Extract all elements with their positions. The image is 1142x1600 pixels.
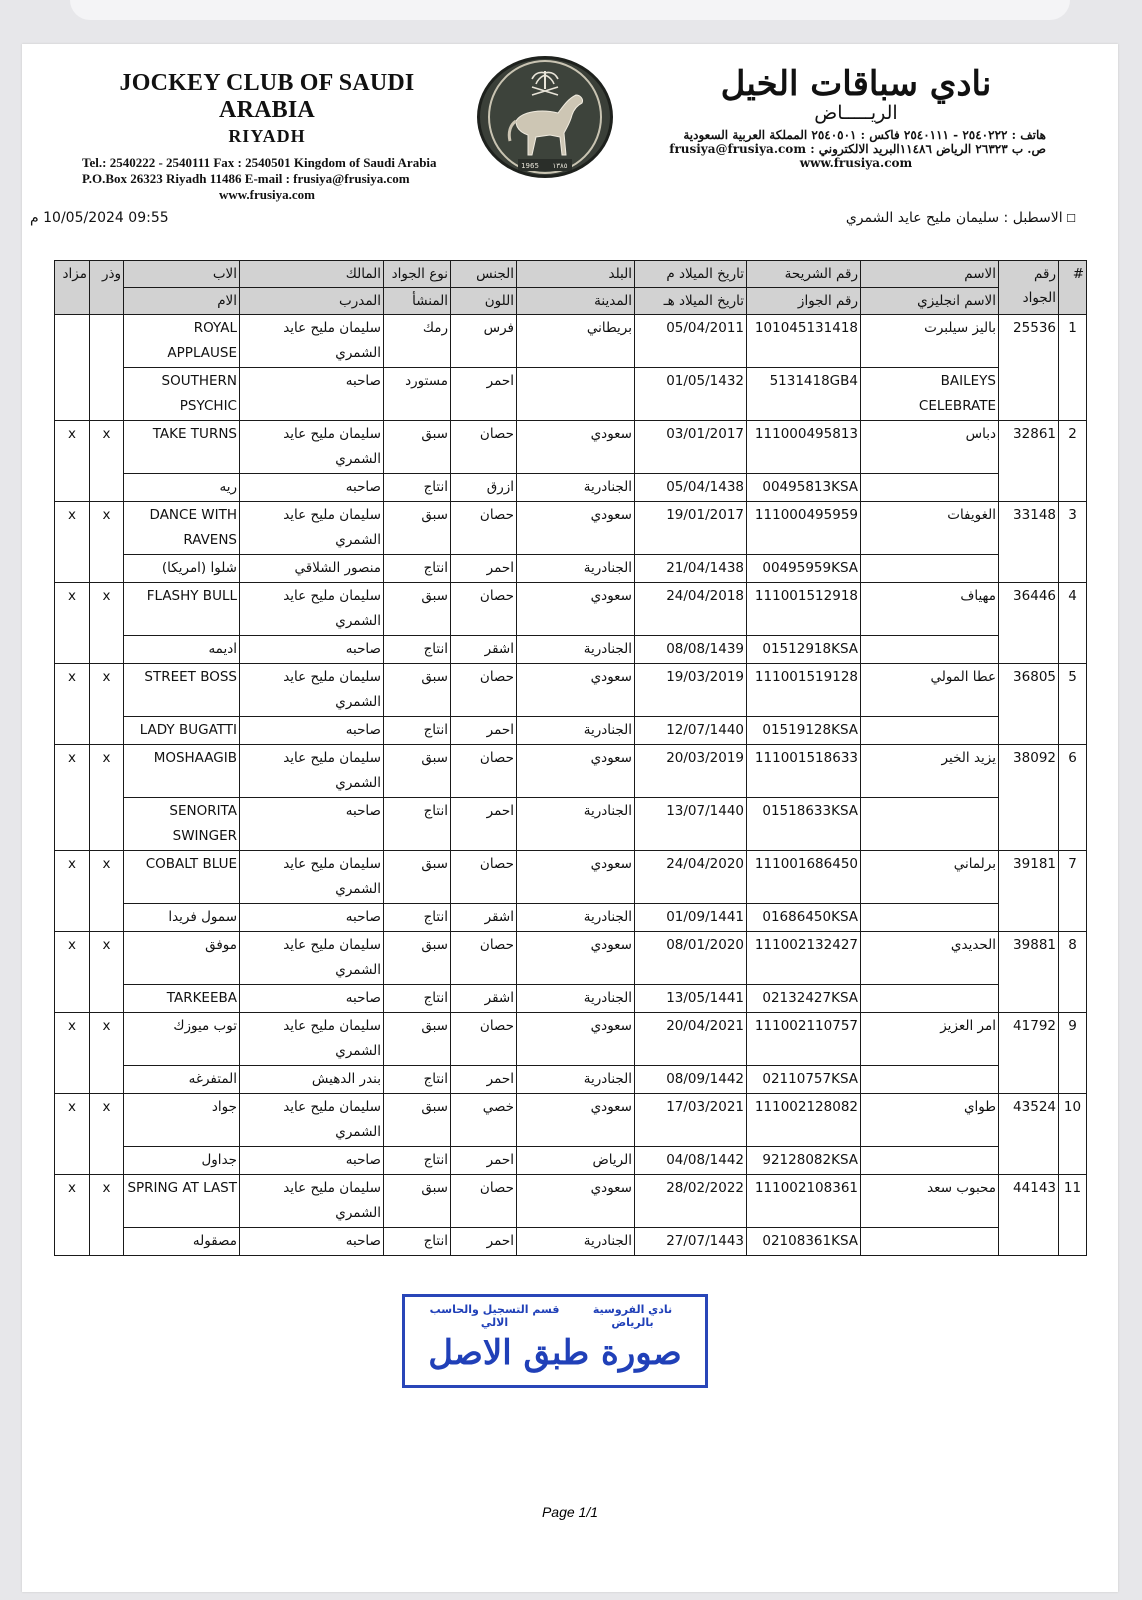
club-title-en: JOCKEY CLUB OF SAUDI ARABIA xyxy=(119,70,415,123)
cell-type: سبق xyxy=(384,1094,451,1147)
cell-name: باليز سيلبرت xyxy=(861,315,999,368)
cell-sex: فرس xyxy=(451,315,517,368)
table-row xyxy=(55,932,1087,985)
stable-name xyxy=(846,210,1076,226)
cell-dam: شلوا (امريكا) xyxy=(124,555,240,583)
cell-name-en xyxy=(861,1228,999,1256)
cell-name-en xyxy=(861,1066,999,1094)
cell-country: سعودي xyxy=(517,1094,635,1147)
cell-dam: سمول فريدا xyxy=(124,904,240,932)
cell-type: سبق xyxy=(384,745,451,798)
cell-horse-no: 25536 xyxy=(999,315,1059,421)
col-dob-h: تاريخ الميلاد هـ xyxy=(635,288,747,315)
cell-owner: سليمان مليح عايد الشمري xyxy=(240,1094,384,1147)
col-sire: الاب xyxy=(124,261,240,288)
cell-origin: مستورد xyxy=(384,368,451,421)
cell-passport: 01519128KSA xyxy=(747,717,861,745)
cell-owner: سليمان مليح عايد الشمري xyxy=(240,1013,384,1066)
cell-country: سعودي xyxy=(517,851,635,904)
col-horse-no: رقم الجواد xyxy=(999,261,1059,315)
table-row xyxy=(55,502,1087,555)
cell-country: سعودي xyxy=(517,421,635,474)
cell-stud: x xyxy=(90,1013,124,1094)
cell-stud: x xyxy=(90,583,124,664)
cell-color: ازرق xyxy=(451,474,517,502)
header-arabic xyxy=(666,64,1046,170)
col-num: # xyxy=(1059,261,1087,315)
cell-origin: انتاج xyxy=(384,1228,451,1256)
cell-trainer: صاحبه xyxy=(240,1228,384,1256)
website-ar: www.frusiya.com xyxy=(799,156,913,170)
cell-dam: LADY BUGATTI xyxy=(124,717,240,745)
cell-dam: المتفرغه xyxy=(124,1066,240,1094)
cell-stud: x xyxy=(90,664,124,745)
cell-origin: انتاج xyxy=(384,904,451,932)
table-row xyxy=(55,664,1087,717)
cell-chip: 111002128082 xyxy=(747,1094,861,1147)
cell-auction: x xyxy=(55,1175,90,1256)
cell-city: الجنادرية xyxy=(517,798,635,851)
stable-name-text: الاسطبل : سليمان مليح عايد الشمري xyxy=(845,210,1063,226)
table-header xyxy=(55,261,1087,315)
col-dam: الام xyxy=(124,288,240,315)
contact-line-ar-2: ص. ب ٢٦٣٢٣ الرياض ١١٤٨٦البريد الالكتروني : frusiya@frusiya.com xyxy=(669,142,1046,156)
club-city-en: RIYADH xyxy=(228,126,306,146)
cell-owner: سليمان مليح عايد الشمري xyxy=(240,851,384,904)
cell-city: الجنادرية xyxy=(517,474,635,502)
cell-num: 1 xyxy=(1059,315,1087,421)
table-row-sub xyxy=(55,904,1087,932)
cell-origin: انتاج xyxy=(384,985,451,1013)
club-logo xyxy=(477,56,613,178)
logo-year-right: ١٣٨٥ xyxy=(552,162,568,170)
cell-trainer: صاحبه xyxy=(240,636,384,664)
cell-auction: x xyxy=(55,851,90,932)
cell-name-en: BAILEYS CELEBRATE xyxy=(861,368,999,421)
cell-dob-h: 01/09/1441 xyxy=(635,904,747,932)
cell-sex: حصان xyxy=(451,1175,517,1228)
cell-country: بريطاني xyxy=(517,315,635,368)
cell-stud: x xyxy=(90,851,124,932)
cell-sex: حصان xyxy=(451,745,517,798)
cell-sex: خصي xyxy=(451,1094,517,1147)
col-owner: المالك xyxy=(240,261,384,288)
cell-auction: x xyxy=(55,1013,90,1094)
cell-country: سعودي xyxy=(517,745,635,798)
cell-dob-g: 28/02/2022 xyxy=(635,1175,747,1228)
cell-owner: سليمان مليح عايد الشمري xyxy=(240,1175,384,1228)
col-color: اللون xyxy=(451,288,517,315)
cell-trainer: صاحبه xyxy=(240,985,384,1013)
cell-sex: حصان xyxy=(451,664,517,717)
cell-city: الجنادرية xyxy=(517,1228,635,1256)
cell-horse-no: 43524 xyxy=(999,1094,1059,1175)
table-row-sub xyxy=(55,717,1087,745)
cell-dob-h: 13/07/1440 xyxy=(635,798,747,851)
cell-horse-no: 38092 xyxy=(999,745,1059,851)
logo-year-left: 1965 xyxy=(521,162,539,170)
cell-passport: 5131418GB4 xyxy=(747,368,861,421)
cell-color: اشقر xyxy=(451,904,517,932)
cell-dob-h: 27/07/1443 xyxy=(635,1228,747,1256)
cell-sex: حصان xyxy=(451,851,517,904)
cell-sire: موفق xyxy=(124,932,240,985)
table-row-sub xyxy=(55,1228,1087,1256)
cell-city: الجنادرية xyxy=(517,636,635,664)
cell-passport: 00495813KSA xyxy=(747,474,861,502)
cell-color: احمر xyxy=(451,1066,517,1094)
cell-city: الجنادرية xyxy=(517,717,635,745)
cell-auction: x xyxy=(55,583,90,664)
club-title-ar: نادي سباقات الخيل xyxy=(720,64,992,104)
cell-name-en xyxy=(861,717,999,745)
cell-horse-no: 39181 xyxy=(999,851,1059,932)
cell-sire: توب ميوزك xyxy=(124,1013,240,1066)
cell-sex: حصان xyxy=(451,421,517,474)
cell-trainer: منصور الشلاقي xyxy=(240,555,384,583)
cell-num: 8 xyxy=(1059,932,1087,1013)
cell-name: محبوب سعد xyxy=(861,1175,999,1228)
stamp-dept: قسم التسجيل والحاسب الالي xyxy=(429,1303,560,1329)
cell-city: الجنادرية xyxy=(517,985,635,1013)
cell-auction: x xyxy=(55,745,90,851)
cell-name: الغويفات xyxy=(861,502,999,555)
cell-name: الحديدي xyxy=(861,932,999,985)
table-row xyxy=(55,1013,1087,1066)
cell-passport: 02108361KSA xyxy=(747,1228,861,1256)
cell-name-en xyxy=(861,555,999,583)
cell-trainer: بندر الدهيش xyxy=(240,1066,384,1094)
cell-owner: سليمان مليح عايد الشمري xyxy=(240,502,384,555)
cell-dob-h: 04/08/1442 xyxy=(635,1147,747,1175)
cell-num: 2 xyxy=(1059,421,1087,502)
cell-num: 11 xyxy=(1059,1175,1087,1256)
cell-horse-no: 39881 xyxy=(999,932,1059,1013)
col-name-en: الاسم انجليزي xyxy=(861,288,999,315)
cell-trainer: صاحبه xyxy=(240,368,384,421)
cell-city: الجنادرية xyxy=(517,904,635,932)
cell-type: سبق xyxy=(384,664,451,717)
table-row-sub xyxy=(55,555,1087,583)
cell-num: 9 xyxy=(1059,1013,1087,1094)
cell-auction: x xyxy=(55,664,90,745)
cell-stud: x xyxy=(90,502,124,583)
cell-origin: انتاج xyxy=(384,1066,451,1094)
col-trainer: المدرب xyxy=(240,288,384,315)
cell-passport: 01518633KSA xyxy=(747,798,861,851)
cell-sire: STREET BOSS xyxy=(124,664,240,717)
cell-name-en xyxy=(861,474,999,502)
cell-dob-h: 13/05/1441 xyxy=(635,985,747,1013)
cell-dob-h: 08/08/1439 xyxy=(635,636,747,664)
cell-horse-no: 36446 xyxy=(999,583,1059,664)
cell-num: 7 xyxy=(1059,851,1087,932)
cell-auction: x xyxy=(55,502,90,583)
cell-stud xyxy=(90,315,124,421)
certified-copy-stamp xyxy=(402,1294,708,1388)
cell-auction: x xyxy=(55,421,90,502)
cell-origin: انتاج xyxy=(384,717,451,745)
cell-name-en xyxy=(861,904,999,932)
cell-trainer: صاحبه xyxy=(240,904,384,932)
table-row-sub xyxy=(55,474,1087,502)
stamp-org: نادي الفروسية بالرياض xyxy=(592,1303,673,1329)
cell-origin: انتاج xyxy=(384,1147,451,1175)
cell-owner: سليمان مليح عايد الشمري xyxy=(240,421,384,474)
cell-color: اشقر xyxy=(451,985,517,1013)
cell-name-en xyxy=(861,636,999,664)
cell-horse-no: 32861 xyxy=(999,421,1059,502)
table-row-sub xyxy=(55,798,1087,851)
cell-city: الرياض xyxy=(517,1147,635,1175)
cell-chip: 111000495813 xyxy=(747,421,861,474)
cell-sire: جواد xyxy=(124,1094,240,1147)
cell-trainer: صاحبه xyxy=(240,717,384,745)
cell-color: احمر xyxy=(451,798,517,851)
cell-sire: MOSHAAGIB xyxy=(124,745,240,798)
cell-chip: 111002132427 xyxy=(747,932,861,985)
cell-passport: 01686450KSA xyxy=(747,904,861,932)
cell-stud: x xyxy=(90,932,124,1013)
cell-dam: SOUTHERN PSYCHIC xyxy=(124,368,240,421)
cell-country: سعودي xyxy=(517,932,635,985)
cell-dob-g: 19/01/2017 xyxy=(635,502,747,555)
cell-country: سعودي xyxy=(517,583,635,636)
cell-owner: سليمان مليح عايد الشمري xyxy=(240,745,384,798)
page-number: Page 1/1 xyxy=(541,1504,599,1520)
col-stud: وذر xyxy=(90,261,124,315)
cell-owner: سليمان مليح عايد الشمري xyxy=(240,315,384,368)
cell-sex: حصان xyxy=(451,1013,517,1066)
cell-dob-g: 20/03/2019 xyxy=(635,745,747,798)
cell-country: سعودي xyxy=(517,1013,635,1066)
stamp-text: صورة طبق الاصل xyxy=(428,1333,682,1373)
col-auction: مزاد xyxy=(55,261,90,315)
cell-auction xyxy=(55,315,90,421)
cell-type: سبق xyxy=(384,1013,451,1066)
cell-num: 3 xyxy=(1059,502,1087,583)
cell-dam: مصقوله xyxy=(124,1228,240,1256)
cell-sire: ROYAL APPLAUSE xyxy=(124,315,240,368)
cell-chip: 111001686450 xyxy=(747,851,861,904)
cell-type: رمك xyxy=(384,315,451,368)
cell-city: الجنادرية xyxy=(517,1066,635,1094)
cell-dam: TARKEEBA xyxy=(124,985,240,1013)
document-page xyxy=(22,44,1118,1592)
cell-color: احمر xyxy=(451,1228,517,1256)
table-row xyxy=(55,315,1087,368)
horse-emblem-icon xyxy=(480,59,610,175)
cell-dob-h: 08/09/1442 xyxy=(635,1066,747,1094)
col-type: نوع الجواد xyxy=(384,261,451,288)
col-city: المدينة xyxy=(517,288,635,315)
cell-name: دباس xyxy=(861,421,999,474)
cell-name-en xyxy=(861,1147,999,1175)
cell-color: اشقر xyxy=(451,636,517,664)
cell-passport: 01512918KSA xyxy=(747,636,861,664)
cell-dob-h: 01/05/1432 xyxy=(635,368,747,421)
cell-name: عطا المولي xyxy=(861,664,999,717)
cell-chip: 111002108361 xyxy=(747,1175,861,1228)
table-body xyxy=(55,315,1087,1256)
cell-color: احمر xyxy=(451,368,517,421)
cell-dob-h: 12/07/1440 xyxy=(635,717,747,745)
cell-dob-g: 17/03/2021 xyxy=(635,1094,747,1147)
cell-chip: 111001512918 xyxy=(747,583,861,636)
cell-num: 10 xyxy=(1059,1094,1087,1175)
cell-country: سعودي xyxy=(517,1175,635,1228)
cell-dob-h: 05/04/1438 xyxy=(635,474,747,502)
table-row xyxy=(55,421,1087,474)
cell-sire: TAKE TURNS xyxy=(124,421,240,474)
cell-stud: x xyxy=(90,1094,124,1175)
cell-type: سبق xyxy=(384,421,451,474)
cell-dob-g: 24/04/2020 xyxy=(635,851,747,904)
cell-horse-no: 41792 xyxy=(999,1013,1059,1094)
cell-passport: 02132427KSA xyxy=(747,985,861,1013)
table-row xyxy=(55,1094,1087,1147)
cell-trainer: صاحبه xyxy=(240,798,384,851)
cell-owner: سليمان مليح عايد الشمري xyxy=(240,932,384,985)
cell-dob-g: 24/04/2018 xyxy=(635,583,747,636)
col-origin: المنشأ xyxy=(384,288,451,315)
contact-line-ar-1: هاتف : ٢٥٤٠٢٢٢ - ٢٥٤٠١١١ فاكس : ٢٥٤٠٥٠١ المملكة العربية السعودية xyxy=(683,128,1046,142)
table-row-sub xyxy=(55,1066,1087,1094)
cell-origin: انتاج xyxy=(384,474,451,502)
cell-trainer: صاحبه xyxy=(240,474,384,502)
cell-city: الجنادرية xyxy=(517,555,635,583)
cell-sire: DANCE WITH RAVENS xyxy=(124,502,240,555)
cell-dob-g: 20/04/2021 xyxy=(635,1013,747,1066)
cell-color: احمر xyxy=(451,717,517,745)
table-row xyxy=(55,851,1087,904)
col-sex: الجنس xyxy=(451,261,517,288)
cell-dam: ريه xyxy=(124,474,240,502)
cell-name: يزيد الخير xyxy=(861,745,999,798)
cell-dob-g: 19/03/2019 xyxy=(635,664,747,717)
cell-passport: 02110757KSA xyxy=(747,1066,861,1094)
cell-num: 4 xyxy=(1059,583,1087,664)
cell-stud: x xyxy=(90,1175,124,1256)
cell-sex: حصان xyxy=(451,932,517,985)
cell-origin: انتاج xyxy=(384,555,451,583)
cell-sire: SPRING AT LAST xyxy=(124,1175,240,1228)
cell-name: مهياف xyxy=(861,583,999,636)
header-english xyxy=(82,70,452,203)
cell-auction: x xyxy=(55,932,90,1013)
cell-passport: 00495959KSA xyxy=(747,555,861,583)
col-name: الاسم xyxy=(861,261,999,288)
cell-chip: 101045131418 xyxy=(747,315,861,368)
cell-owner: سليمان مليح عايد الشمري xyxy=(240,664,384,717)
cell-chip: 111002110757 xyxy=(747,1013,861,1066)
cell-color: احمر xyxy=(451,1147,517,1175)
cell-dob-h: 21/04/1438 xyxy=(635,555,747,583)
cell-dob-g: 05/04/2011 xyxy=(635,315,747,368)
header-row-2 xyxy=(55,288,1087,315)
cell-num: 5 xyxy=(1059,664,1087,745)
cell-type: سبق xyxy=(384,583,451,636)
stable-checkbox-icon: ☐ xyxy=(1062,212,1076,225)
table-row-sub xyxy=(55,636,1087,664)
cell-sire: COBALT BLUE xyxy=(124,851,240,904)
cell-passport: 92128082KSA xyxy=(747,1147,861,1175)
horse-registry-table xyxy=(54,260,1087,1256)
report-datetime: 09:55 10/05/2024 م xyxy=(30,210,169,226)
table-row-sub xyxy=(55,985,1087,1013)
cell-sex: حصان xyxy=(451,583,517,636)
cell-trainer: صاحبه xyxy=(240,1147,384,1175)
cell-horse-no: 44143 xyxy=(999,1175,1059,1256)
cell-name-en xyxy=(861,985,999,1013)
cell-dob-g: 03/01/2017 xyxy=(635,421,747,474)
contact-line-en-1: Tel.: 2540222 - 2540111 Fax : 2540501 Kingdom of Saudi Arabia xyxy=(82,155,437,170)
cell-country: سعودي xyxy=(517,664,635,717)
cell-horse-no: 33148 xyxy=(999,502,1059,583)
cell-name: برلماني xyxy=(861,851,999,904)
cell-dob-g: 08/01/2020 xyxy=(635,932,747,985)
cell-auction: x xyxy=(55,1094,90,1175)
contact-line-en-2: P.O.Box 26323 Riyadh 11486 E-mail : frusiya@frusiya.com xyxy=(82,171,410,186)
cell-dam: SENORITA SWINGER xyxy=(124,798,240,851)
cell-num: 6 xyxy=(1059,745,1087,851)
cell-country: سعودي xyxy=(517,502,635,555)
cell-dam: جداول xyxy=(124,1147,240,1175)
cell-type: سبق xyxy=(384,851,451,904)
col-country: البلد xyxy=(517,261,635,288)
cell-type: سبق xyxy=(384,1175,451,1228)
table-row xyxy=(55,1175,1087,1228)
website-en: www.frusiya.com xyxy=(218,187,316,202)
col-dob-g: تاريخ الميلاد م xyxy=(635,261,747,288)
cell-chip: 111001518633 xyxy=(747,745,861,798)
top-shadow-strip xyxy=(70,0,1070,20)
cell-city xyxy=(517,368,635,421)
cell-sire: FLASHY BULL xyxy=(124,583,240,636)
cell-chip: 111001519128 xyxy=(747,664,861,717)
cell-chip: 111000495959 xyxy=(747,502,861,555)
cell-origin: انتاج xyxy=(384,798,451,851)
cell-name: طواي xyxy=(861,1094,999,1147)
cell-owner: سليمان مليح عايد الشمري xyxy=(240,583,384,636)
cell-origin: انتاج xyxy=(384,636,451,664)
header-row-1 xyxy=(55,261,1087,288)
table-row-sub xyxy=(55,1147,1087,1175)
cell-name: امر العزيز xyxy=(861,1013,999,1066)
col-passport: رقم الجواز xyxy=(747,288,861,315)
cell-sex: حصان xyxy=(451,502,517,555)
cell-dam: اديمه xyxy=(124,636,240,664)
club-city-ar: الريـــــاض xyxy=(814,102,898,124)
col-chip: رقم الشريحة xyxy=(747,261,861,288)
cell-stud: x xyxy=(90,421,124,502)
cell-name-en xyxy=(861,798,999,851)
cell-horse-no: 36805 xyxy=(999,664,1059,745)
table-row xyxy=(55,583,1087,636)
table-row-sub xyxy=(55,368,1087,421)
cell-color: احمر xyxy=(451,555,517,583)
cell-type: سبق xyxy=(384,932,451,985)
table-row xyxy=(55,745,1087,798)
cell-stud: x xyxy=(90,745,124,851)
cell-type: سبق xyxy=(384,502,451,555)
